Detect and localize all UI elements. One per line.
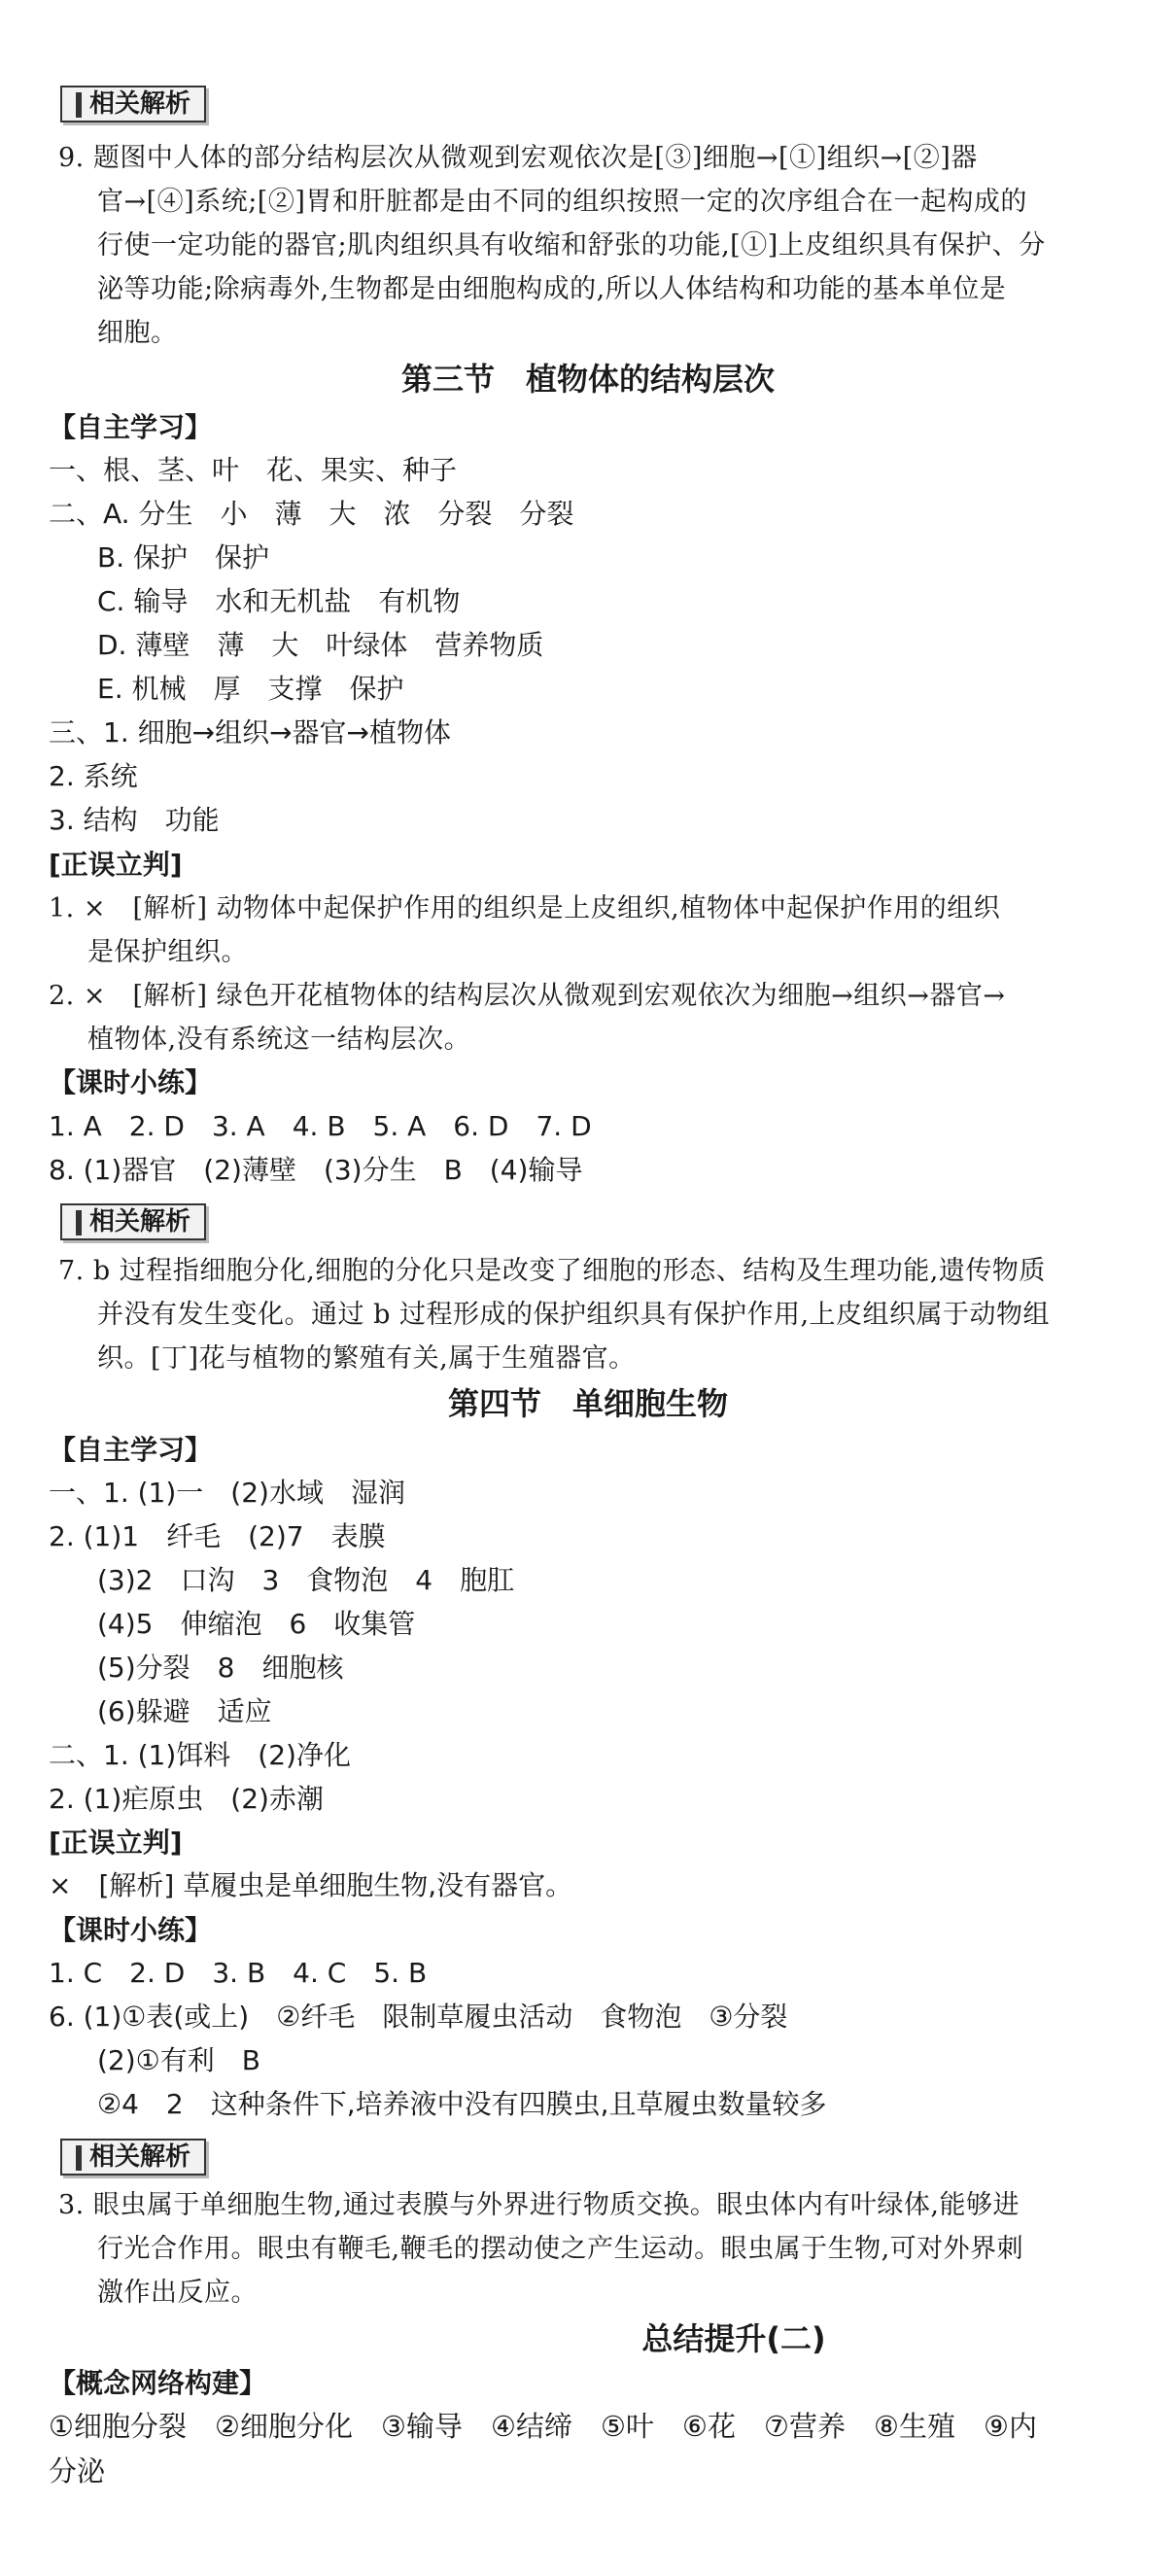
related-analysis-tag <box>60 1203 206 1240</box>
answer-line: E. 机械 厚 支撑 保护 <box>97 673 404 705</box>
analysis-paragraph-9 <box>58 136 1157 355</box>
analysis-line: 织。[丁]花与植物的繁殖有关,属于生殖器官。 <box>97 1343 636 1374</box>
tag-bar-icon <box>76 1210 82 1236</box>
answer-line: 二、A. 分生 小 薄 大 浓 分裂 分裂 <box>49 498 574 530</box>
analysis-line: 激作出反应。 <box>97 2278 258 2308</box>
self-study-header: 【自主学习】 <box>49 411 213 443</box>
practice-line: (2)①有利 B <box>97 2044 260 2076</box>
tag-label: 相关解析 <box>89 1207 191 1236</box>
analysis-line: 行光合作用。眼虫有鞭毛,鞭毛的摆动使之产生运动。眼虫属于生物,可对外界刺 <box>97 2234 1024 2264</box>
judge-item-1 <box>49 887 1157 974</box>
answer-line: D. 薄壁 薄 大 叶绿体 营养物质 <box>97 629 544 661</box>
judge-item: × [解析] 草履虫是单细胞生物,没有器官。 <box>49 1869 573 1901</box>
section-title-3: 第三节 植物体的结构层次 <box>400 361 775 398</box>
practice-line: 6. (1)①表(或上) ②纤毛 限制草履虫活动 食物泡 ③分裂 <box>49 2001 788 2033</box>
analysis-line: 3. 眼虫属于单细胞生物,通过表膜与外界进行物质交换。眼虫体内有叶绿体,能够进 <box>58 2190 1020 2220</box>
section-title-4: 第四节 单细胞生物 <box>447 1385 728 1422</box>
answer-line: 2. 系统 <box>49 760 138 792</box>
analysis-line: 细胞。 <box>97 318 178 348</box>
practice-line: 1. A 2. D 3. A 4. B 5. A 6. D 7. D <box>49 1110 592 1142</box>
answer-line: 3. 结构 功能 <box>49 804 220 836</box>
tag-label: 相关解析 <box>89 2142 191 2172</box>
related-analysis-tag <box>60 2139 206 2176</box>
analysis-paragraph-7 <box>58 1249 1157 1380</box>
analysis-line: 7. b 过程指细胞分化,细胞的分化只是改变了细胞的形态、结构及生理功能,遗传物质 <box>58 1256 1046 1286</box>
practice-line: 1. C 2. D 3. B 4. C 5. B <box>49 1957 428 1989</box>
summary-title: 总结提升(二) <box>641 2320 826 2357</box>
analysis-line: 官→[④]系统;[②]胃和肝脏都是由不同的组织按照一定的次序组合在一起构成的 <box>97 187 1027 217</box>
judge-line: 是保护组织。 <box>87 937 248 967</box>
answer-line: B. 保护 保护 <box>97 541 270 574</box>
concept-line: 分泌 <box>49 2454 106 2488</box>
concept-header: 【概念网络构建】 <box>49 2367 267 2399</box>
analysis-line: 泌等功能;除病毒外,生物都是由细胞构成的,所以人体结构和功能的基本单位是 <box>97 274 1007 304</box>
analysis-line: 9. 题图中人体的部分结构层次从微观到宏观依次是[③]细胞→[①]组织→[②]器 <box>58 143 978 173</box>
answer-line: 二、1. (1)饵料 (2)净化 <box>49 1739 351 1771</box>
answer-line: 2. (1)1 纤毛 (2)7 表膜 <box>49 1520 386 1552</box>
judge-header: [正误立判] <box>49 1827 183 1859</box>
concept-line: ①细胞分裂 ②细胞分化 ③输导 ④结缔 ⑤叶 ⑥花 ⑦营养 ⑧生殖 ⑨内 <box>49 2410 1037 2443</box>
analysis-paragraph-3 <box>58 2183 1157 2315</box>
answer-line: C. 输导 水和无机盐 有机物 <box>97 585 461 617</box>
answer-line: (5)分裂 8 细胞核 <box>97 1652 344 1684</box>
tag-label: 相关解析 <box>89 89 191 119</box>
related-analysis-tag <box>60 86 206 122</box>
tag-bar-icon <box>76 2145 82 2171</box>
answer-line: (6)躲避 适应 <box>97 1695 272 1727</box>
practice-header: 【课时小练】 <box>49 1066 213 1098</box>
answer-line: (3)2 口沟 3 食物泡 4 胞肛 <box>97 1564 515 1596</box>
judge-line: 2. × [解析] 绿色开花植物体的结构层次从微观到宏观依次为细胞→组织→器官→ <box>49 981 1006 1011</box>
self-study-header: 【自主学习】 <box>49 1434 213 1466</box>
practice-header: 【课时小练】 <box>49 1914 213 1946</box>
judge-line: 植物体,没有系统这一结构层次。 <box>87 1025 471 1055</box>
judge-line: 1. × [解析] 动物体中起保护作用的组织是上皮组织,植物体中起保护作用的组织 <box>49 893 1001 923</box>
answer-line: 三、1. 细胞→组织→器官→植物体 <box>49 716 451 748</box>
practice-line: 8. (1)器官 (2)薄壁 (3)分生 B (4)输导 <box>49 1154 583 1186</box>
analysis-line: 行使一定功能的器官;肌肉组织具有收缩和舒张的功能,[①]上皮组织具有保护、分 <box>97 230 1046 261</box>
judge-item-2 <box>49 974 1157 1062</box>
answer-line: 一、根、茎、叶 花、果实、种子 <box>49 454 458 486</box>
answer-line: (4)5 伸缩泡 6 收集管 <box>97 1608 416 1640</box>
analysis-line: 并没有发生变化。通过 b 过程形成的保护组织具有保护作用,上皮组织属于动物组 <box>97 1300 1051 1330</box>
answer-line: 2. (1)疟原虫 (2)赤潮 <box>49 1783 324 1815</box>
tag-bar-icon <box>76 92 82 118</box>
answer-line: 一、1. (1)一 (2)水域 湿润 <box>49 1477 405 1509</box>
practice-line: ②4 2 这种条件下,培养液中没有四膜虫,且草履虫数量较多 <box>97 2088 827 2120</box>
judge-header: [正误立判] <box>49 849 183 881</box>
